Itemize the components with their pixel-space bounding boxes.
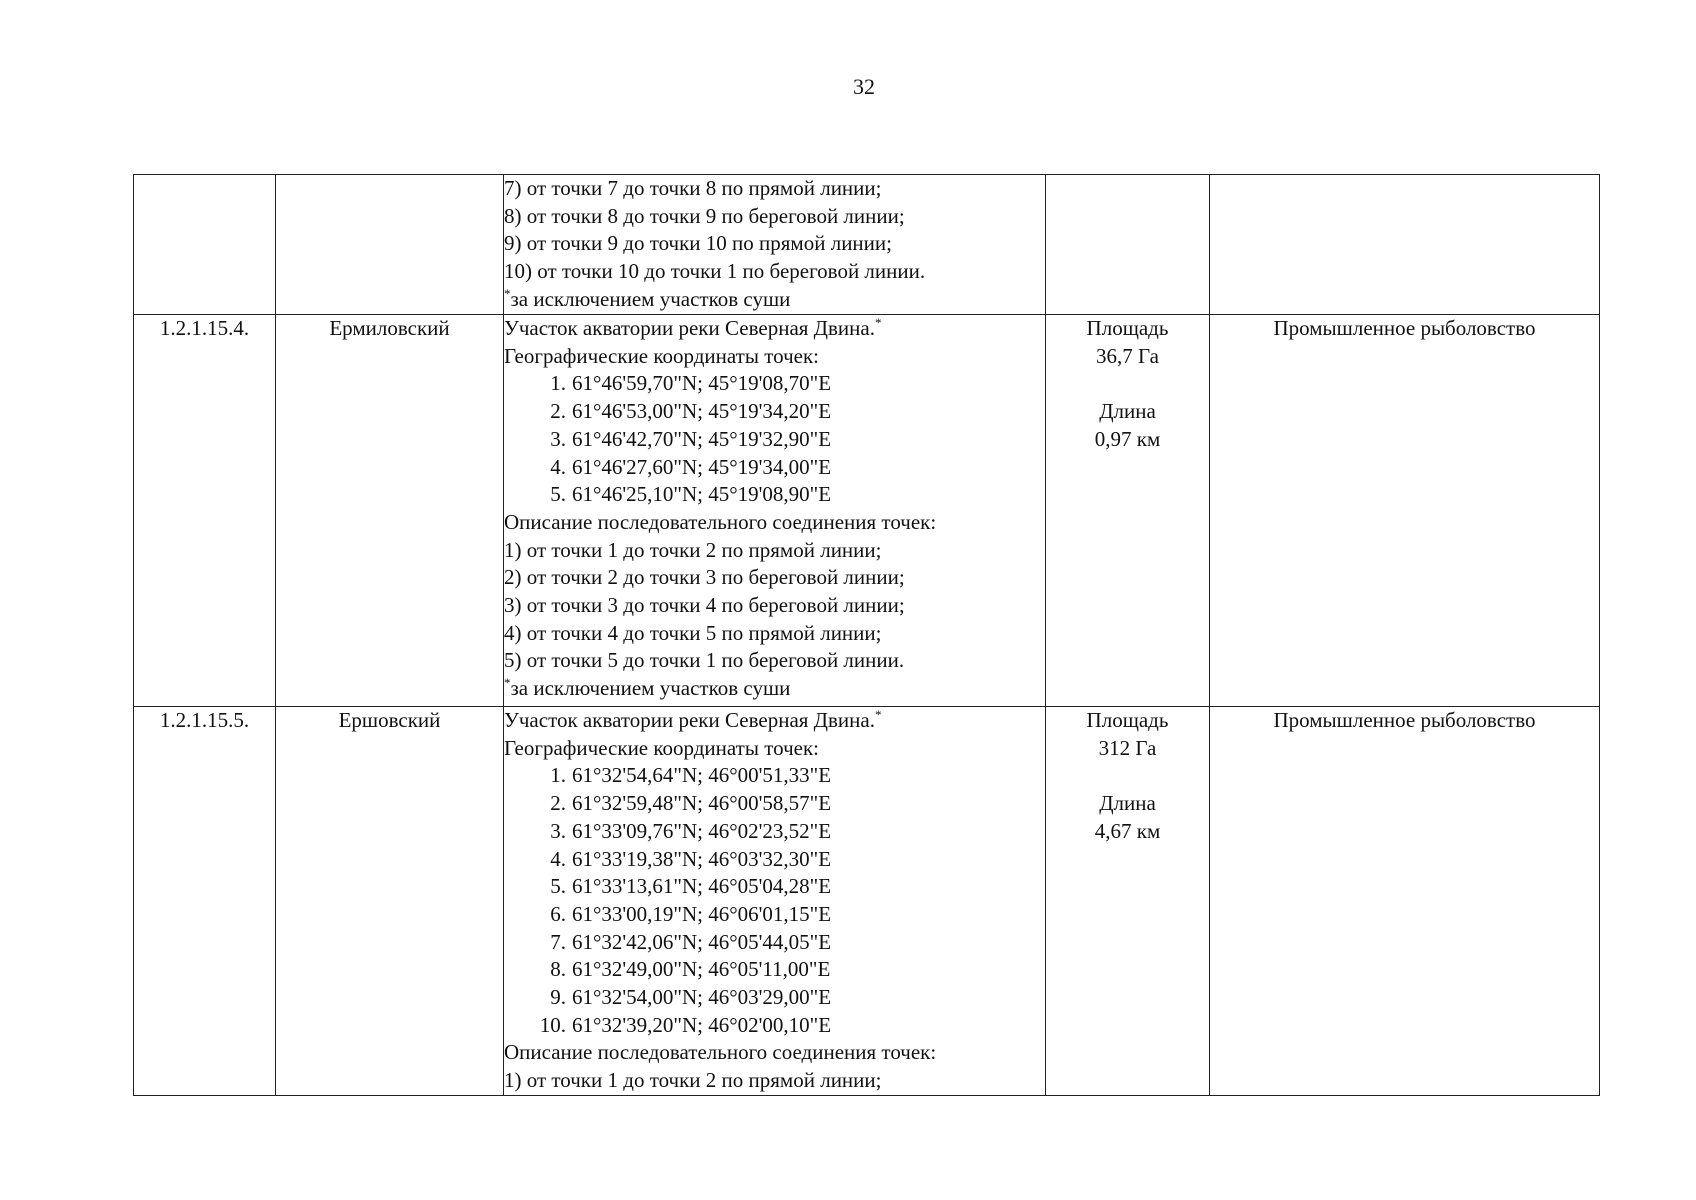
footnote-mark: * [874,707,882,722]
usage-text: Промышленное рыболовство [1273,316,1536,340]
coordinate-item: 7. 61°32'42,06"N; 46°05'44,05"E [550,929,832,954]
connection-line: 3) от точки 3 до точки 4 по береговой линии; [504,593,905,618]
area-label: Площадь [1086,316,1169,340]
table-row [134,175,1600,315]
fishing-areas-table [133,174,1600,1096]
size-cell [1046,707,1210,1096]
page-number: 32 [853,74,875,99]
connection-line: 1) от точки 1 до точки 2 по прямой линии; [504,1068,882,1093]
coordinate-item: 4. 61°33'19,38"N; 46°03'32,30"E [550,846,832,871]
coordinate-item: 3. 61°46'42,70"N; 45°19'32,90"E [550,426,832,451]
footnote-mark: * [504,285,511,301]
length-label: Длина [1099,791,1156,816]
coordinate-item: 5. 61°46'25,10"N; 45°19'08,90"E [550,482,832,507]
area-name-cell: Ершовский [276,707,504,1096]
area-title-text: Участок акватории реки Северная Двина. [504,708,875,732]
coordinate-item: 6. 61°33'00,19"N; 46°06'01,15"E [550,901,832,926]
coordinate-item: 5. 61°33'13,61"N; 46°05'04,28"E [550,874,832,899]
footnote-text: за исключением участков суши [510,286,791,311]
size-cell [1046,315,1210,707]
connection-line: 8) от точки 8 до точки 9 по береговой линии; [504,203,905,228]
coordinate-item: 8. 61°32'49,00"N; 46°05'11,00"E [550,957,831,982]
usage-text: Промышленное рыболовство [1273,708,1536,732]
footnote-mark: * [504,675,511,691]
connection-line: 2) от точки 2 до точки 3 по береговой линии; [504,565,905,590]
table-row [134,707,1600,1096]
usage-cell [1210,175,1600,315]
footnote-mark: * [874,315,882,330]
row-number-cell: 1.2.1.15.4. [134,315,276,707]
area-name-cell: Ермиловский [276,315,504,707]
usage-cell [1210,315,1600,707]
area-title [504,315,1045,343]
usage-cell [1210,707,1600,1096]
connection-label: Описание последовательного соединения точек: [504,1040,937,1065]
connection-line: 10) от точки 10 до точки 1 по береговой линии. [504,259,926,284]
length-value: 0,97 км [1094,426,1161,451]
area-value: 312 Га [1098,735,1157,760]
coordinate-item: 4. 61°46'27,60"N; 45°19'34,00"E [550,454,832,479]
length-value: 4,67 км [1094,818,1161,843]
connection-line: 7) от точки 7 до точки 8 по прямой линии; [504,176,882,200]
length-label: Длина [1099,399,1156,424]
row-number-cell [134,175,276,315]
coordinate-item: 2. 61°32'59,48"N; 46°00'58,57"E [550,791,832,816]
connection-line: 4) от точки 4 до точки 5 по прямой линии; [504,620,882,645]
coords-label: Географические координаты точек: [504,735,819,760]
description-cell [504,707,1046,1096]
connection-line: 5) от точки 5 до точки 1 по береговой линии. [504,648,905,673]
connection-label: Описание последовательного соединения точек: [504,509,937,534]
footnote [504,675,1045,703]
coordinate-item: 10. 61°32'39,20"N; 46°02'00,10"E [539,1012,832,1037]
row-number-cell: 1.2.1.15.5. [134,707,276,1096]
coordinate-item: 9. 61°32'54,00"N; 46°03'29,00"E [550,985,832,1010]
coordinate-item: 1. 61°46'59,70"N; 45°19'08,70"E [550,371,832,396]
area-title [504,707,1045,735]
description-cell [504,315,1046,707]
area-title-text: Участок акватории реки Северная Двина. [504,316,875,340]
description-cell [504,175,1046,315]
connection-line: 9) от точки 9 до точки 10 по прямой линии; [504,231,892,256]
coordinate-item: 1. 61°32'54,64"N; 46°00'51,33"E [550,763,832,788]
connection-line: 1) от точки 1 до точки 2 по прямой линии; [504,537,882,562]
size-cell [1046,175,1210,315]
coordinate-item: 2. 61°46'53,00"N; 45°19'34,20"E [550,399,832,424]
area-name-cell [276,175,504,315]
coordinate-item: 3. 61°33'09,76"N; 46°02'23,52"E [550,818,832,843]
area-value: 36,7 Га [1096,343,1159,368]
table-row [134,315,1600,707]
area-label: Площадь [1086,708,1169,732]
footnote-text: за исключением участков суши [510,676,791,701]
coords-label: Географические координаты точек: [504,343,819,368]
footnote [504,286,1045,314]
